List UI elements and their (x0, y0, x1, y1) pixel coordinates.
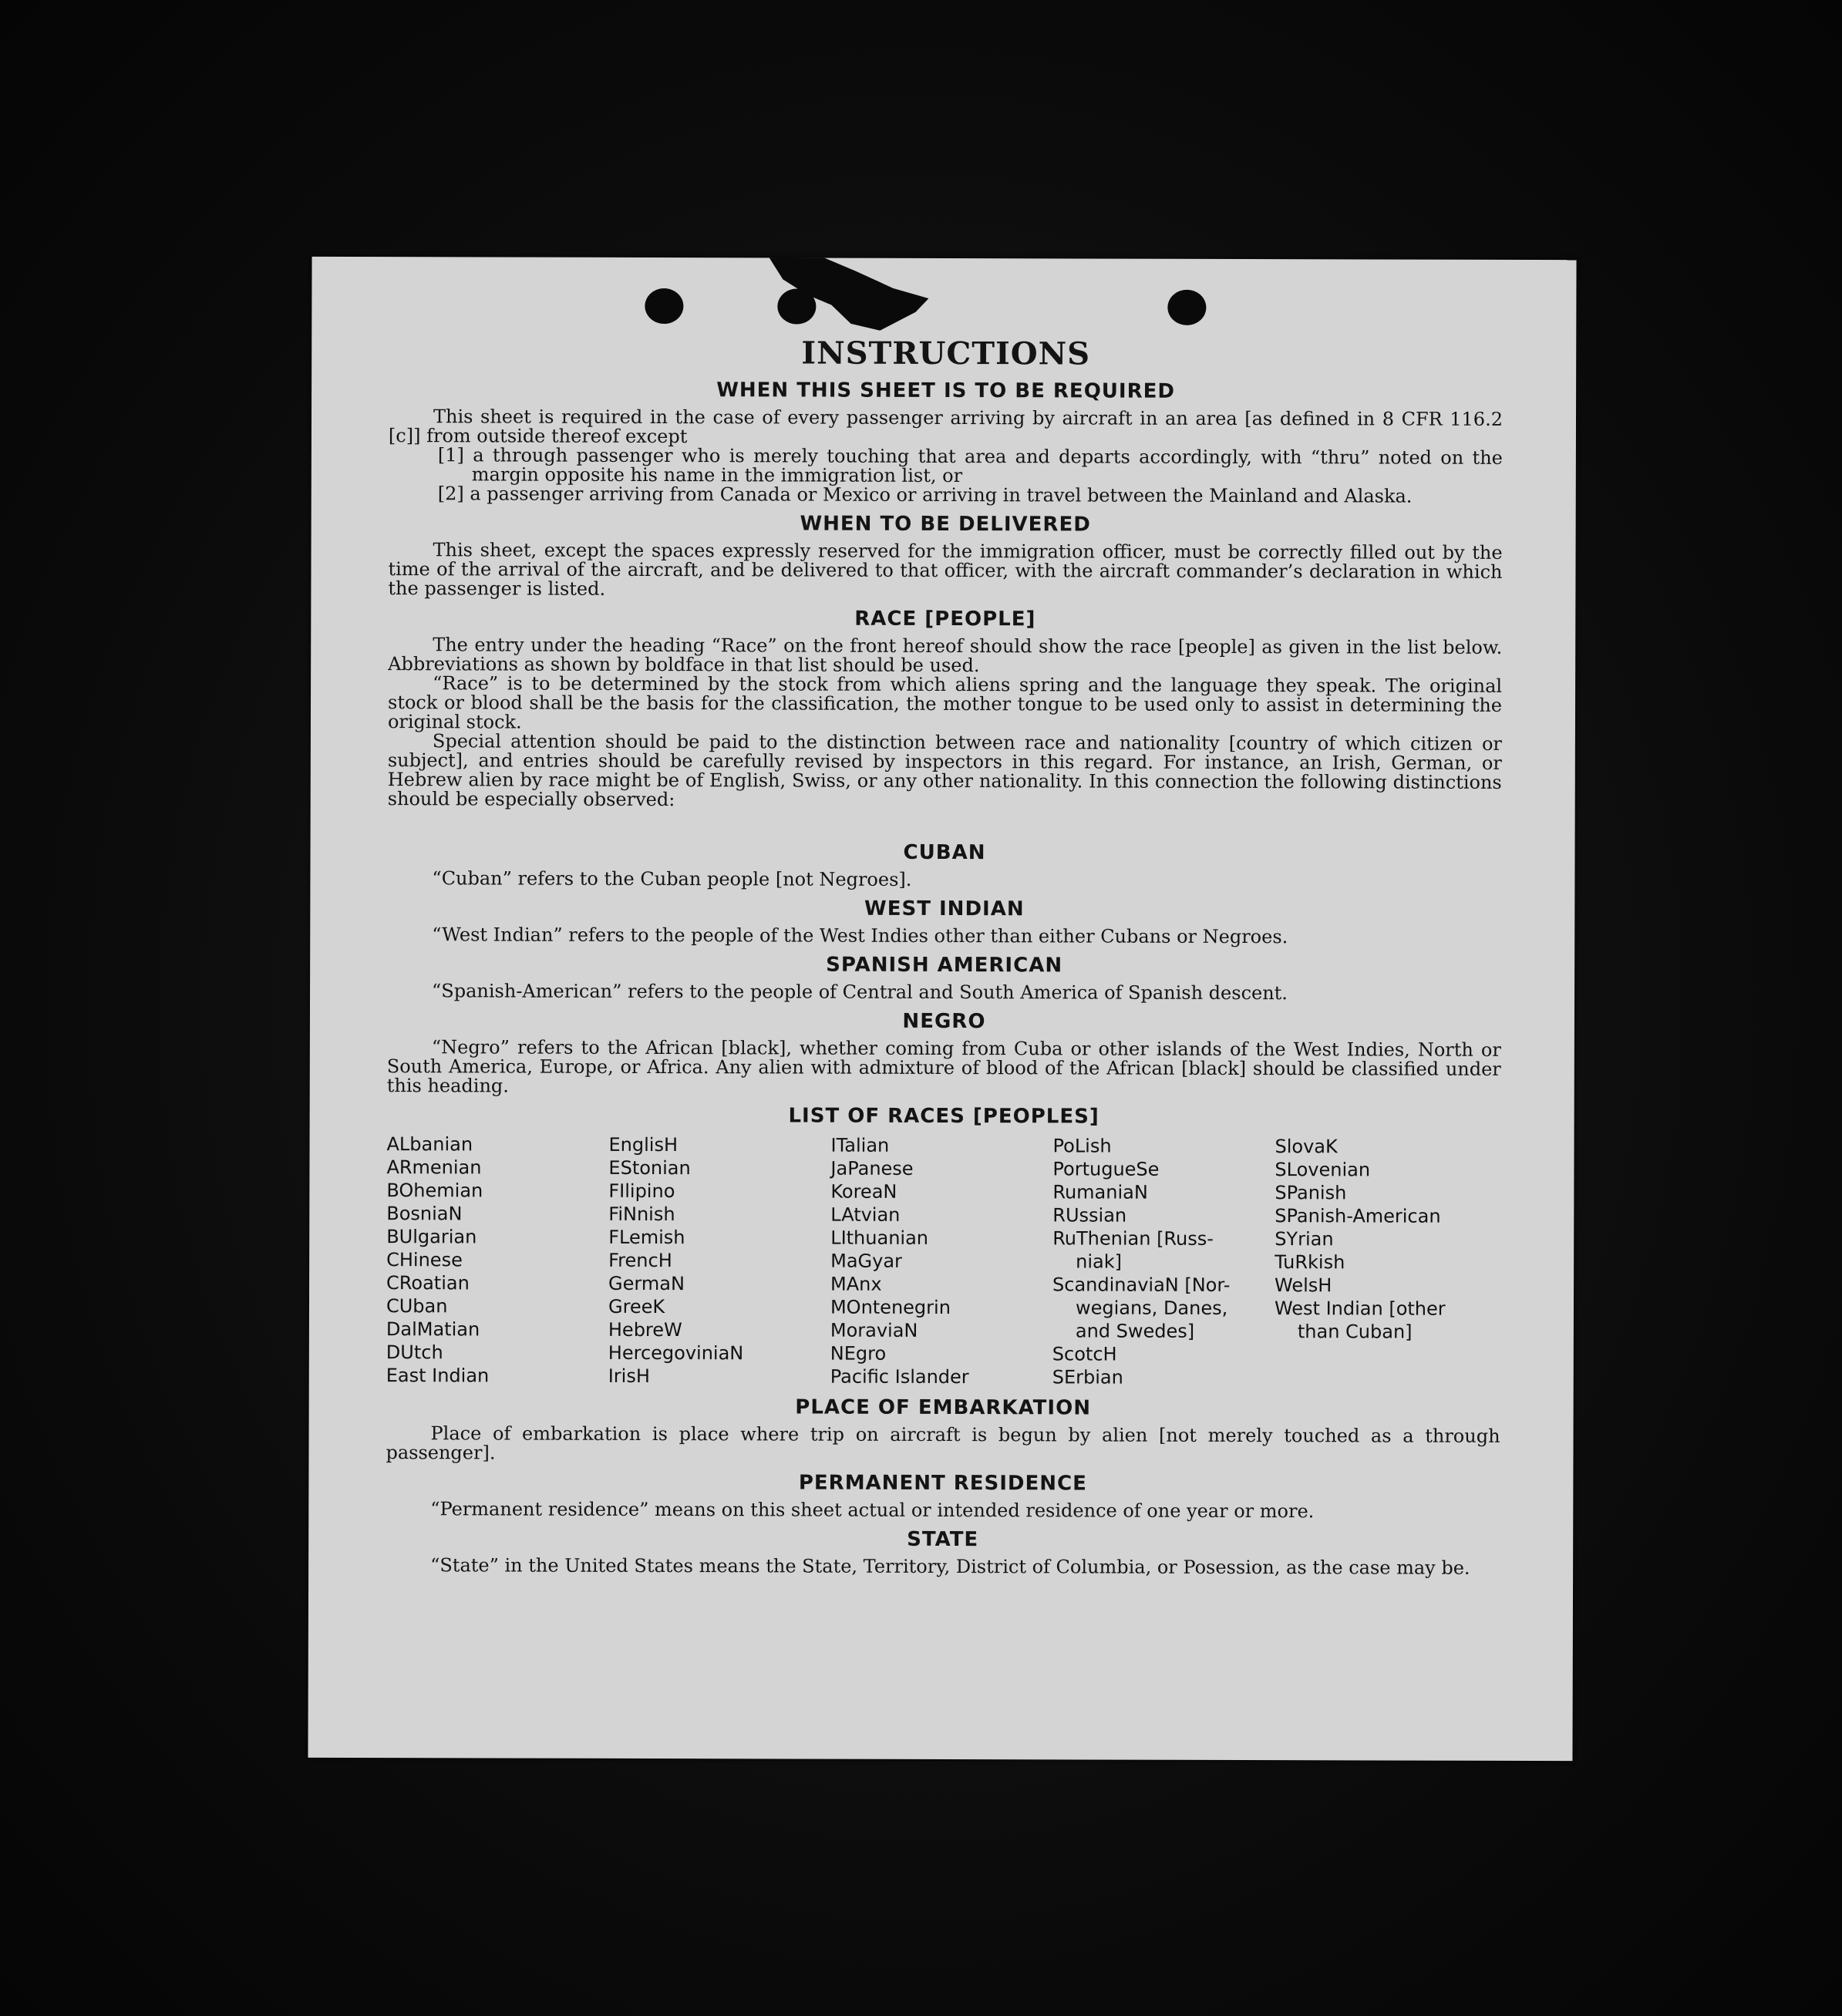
punch-hole (1167, 290, 1206, 325)
race-entry: WelsH (1275, 1274, 1332, 1297)
races-column (1275, 1135, 1497, 1390)
race-entry: LIthuanian (830, 1227, 929, 1249)
race-entry: ALbanian (386, 1133, 473, 1156)
race-entry: RUssian (1052, 1204, 1127, 1227)
paragraph-race-1: The entry under the heading “Race” on the front hereof should show the race [people] as given in the list below. Abbreviations as shown by boldface in that list should be used. (388, 634, 1503, 677)
list-item: [1] a through passenger who is merely touching that area and departs accordingly, with “thru” noted on the margin opposite his name in the immigration list, or (437, 444, 1503, 487)
race-entry: ARmenian (386, 1156, 482, 1179)
paragraph-cuban: “Cuban” refers to the Cuban people [not Negroes]. (432, 867, 912, 890)
instructions-body (386, 334, 1503, 1578)
race-entry: ScotcH (1052, 1343, 1117, 1365)
race-entry: West Indian [other (1274, 1297, 1446, 1320)
paragraph-spanish-american: “Spanish-American” refers to the people of Central and South America of Spanish descent. (432, 980, 1288, 1005)
heading-when-required: WHEN THIS SHEET IS TO BE REQUIRED (716, 379, 1176, 403)
race-entry: CHinese (386, 1249, 463, 1271)
race-entry: PoLish (1052, 1135, 1112, 1157)
race-entry: EStonian (608, 1156, 691, 1180)
race-entry: and Swedes] (1075, 1320, 1195, 1342)
race-entry: RumaniaN (1052, 1181, 1148, 1203)
heading-list-of-races: LIST OF RACES [PEOPLES] (788, 1104, 1099, 1129)
paragraph-residence: “Permanent residence” means on this sheet actual or intended residence of one year or more. (430, 1498, 1315, 1523)
race-entry: FIlipino (608, 1180, 675, 1203)
paragraph-state: “State” in the United States means the State, Territory, District of Columbia, or Posession, as the case may be. (430, 1554, 1470, 1579)
race-entry: BUlgarian (386, 1226, 477, 1248)
page-title: INSTRUCTIONS (801, 335, 1091, 372)
race-entry: SLovenian (1275, 1159, 1371, 1181)
race-entry: SlovaK (1275, 1136, 1338, 1158)
heading-state: STATE (907, 1527, 979, 1552)
race-entry: LAtvian (830, 1203, 901, 1226)
race-entry: SYrian (1275, 1228, 1334, 1250)
race-entry: SPanish-American (1275, 1205, 1441, 1227)
race-entry: wegians, Danes, (1075, 1297, 1228, 1319)
races-column (608, 1133, 831, 1388)
heading-race: RACE [PEOPLE] (854, 607, 1036, 631)
race-entry: HebreW (608, 1318, 682, 1341)
races-column (386, 1133, 609, 1388)
race-entry: niak] (1076, 1250, 1123, 1273)
race-entry: ScandinaviaN [Nor- (1052, 1274, 1231, 1296)
race-entry: Pacific Islander (830, 1365, 969, 1388)
race-entry: PortugueSe (1052, 1158, 1160, 1180)
race-entry: ITalian (830, 1134, 890, 1156)
race-entry: CRoatian (386, 1272, 470, 1294)
races-column (1052, 1134, 1275, 1389)
race-entry: EnglisH (608, 1133, 679, 1156)
races-column (830, 1134, 1053, 1389)
race-entry: KoreaN (830, 1180, 897, 1203)
race-entry: FLemish (608, 1226, 685, 1249)
paragraph-race-2: “Race” is to be determined by the stock from which aliens spring and the language they speak. The original stock or blood shall be the basis for the classification, the mother tongue to be used only to assist in determining the original stock. (387, 672, 1503, 733)
paragraph-when-required: This sheet is required in the case of every passenger arriving by aircraft in an area [as defined in 8 CFR 116.2 [c]] from outside thereof except (388, 406, 1504, 448)
race-entry: MoraviaN (830, 1319, 918, 1341)
race-entry: MOntenegrin (830, 1296, 951, 1319)
heading-when-delivered: WHEN TO BE DELIVERED (800, 512, 1091, 537)
race-entry: RuThenian [Russ- (1052, 1227, 1214, 1250)
list-item: [2] a passenger arriving from Canada or Mexico or arriving in travel between the Mainland and Alaska. (437, 483, 1413, 507)
paragraph-race-3: Special attention should be paid to the distinction between race and nationality [country of which citizen or subject], and entries should be carefully revised by inspectors in this regard. For instance, an Irish, German, or Hebrew alien by race might be of English, Swiss, or any other nationality. In this connection the following distinctions should be especially observed: (387, 730, 1502, 811)
heading-negro: NEGRO (902, 1009, 986, 1034)
race-entry: TuRkish (1275, 1251, 1345, 1274)
race-entry: HercegoviniaN (608, 1341, 744, 1365)
race-entry: SPanish (1275, 1182, 1347, 1204)
paragraph-negro: “Negro” refers to the African [black], whether coming from Cuba or other islands of the West Indies, North or South America, Europe, or Africa. Any alien with admixture of blood of the African [black] should be classified under this heading. (386, 1036, 1501, 1097)
paragraph-west-indian: “West Indian” refers to the people of the West Indies other than either Cubans or Negroes. (432, 924, 1288, 948)
race-entry: GermaN (608, 1272, 685, 1295)
race-entry: JaPanese (830, 1157, 914, 1180)
race-entry: FrencH (608, 1249, 672, 1272)
race-entry: East Indian (386, 1365, 490, 1387)
heading-residence: PERMANENT RESIDENCE (798, 1471, 1087, 1496)
race-entry: FiNnish (608, 1203, 675, 1226)
race-entry: IrisH (608, 1365, 650, 1388)
race-entry: NEgro (830, 1342, 887, 1365)
heading-cuban: CUBAN (903, 840, 986, 865)
race-entry: DalMatian (386, 1318, 480, 1341)
race-entry: GreeK (608, 1295, 665, 1318)
heading-embarkation: PLACE OF EMBARKATION (795, 1395, 1092, 1420)
punch-hole (645, 288, 683, 324)
race-entry: MaGyar (830, 1250, 902, 1272)
paragraph-when-delivered: This sheet, except the spaces expressly reserved for the immigration officer, must be correctly filled out by the time of the arrival of the aircraft, and be delivered to that officer, with the aircraft commander’s declaration in which the passenger is listed. (388, 539, 1503, 600)
race-entry: BosniaN (386, 1203, 463, 1225)
heading-spanish-american: SPANISH AMERICAN (826, 953, 1063, 978)
race-entry: BOhemian (386, 1180, 483, 1202)
races-list (386, 1133, 1501, 1390)
document-page (308, 257, 1576, 1761)
race-entry: SErbian (1052, 1366, 1123, 1388)
race-entry: DUtch (386, 1341, 443, 1364)
race-entry: CUban (386, 1295, 448, 1318)
heading-west-indian: WEST INDIAN (864, 897, 1025, 921)
race-entry: MAnx (830, 1273, 882, 1295)
paragraph-embarkation: Place of embarkation is place where trip on aircraft is begun by alien [not merely touched as a through passenger]. (386, 1422, 1500, 1464)
race-entry: than Cuban] (1297, 1321, 1413, 1343)
